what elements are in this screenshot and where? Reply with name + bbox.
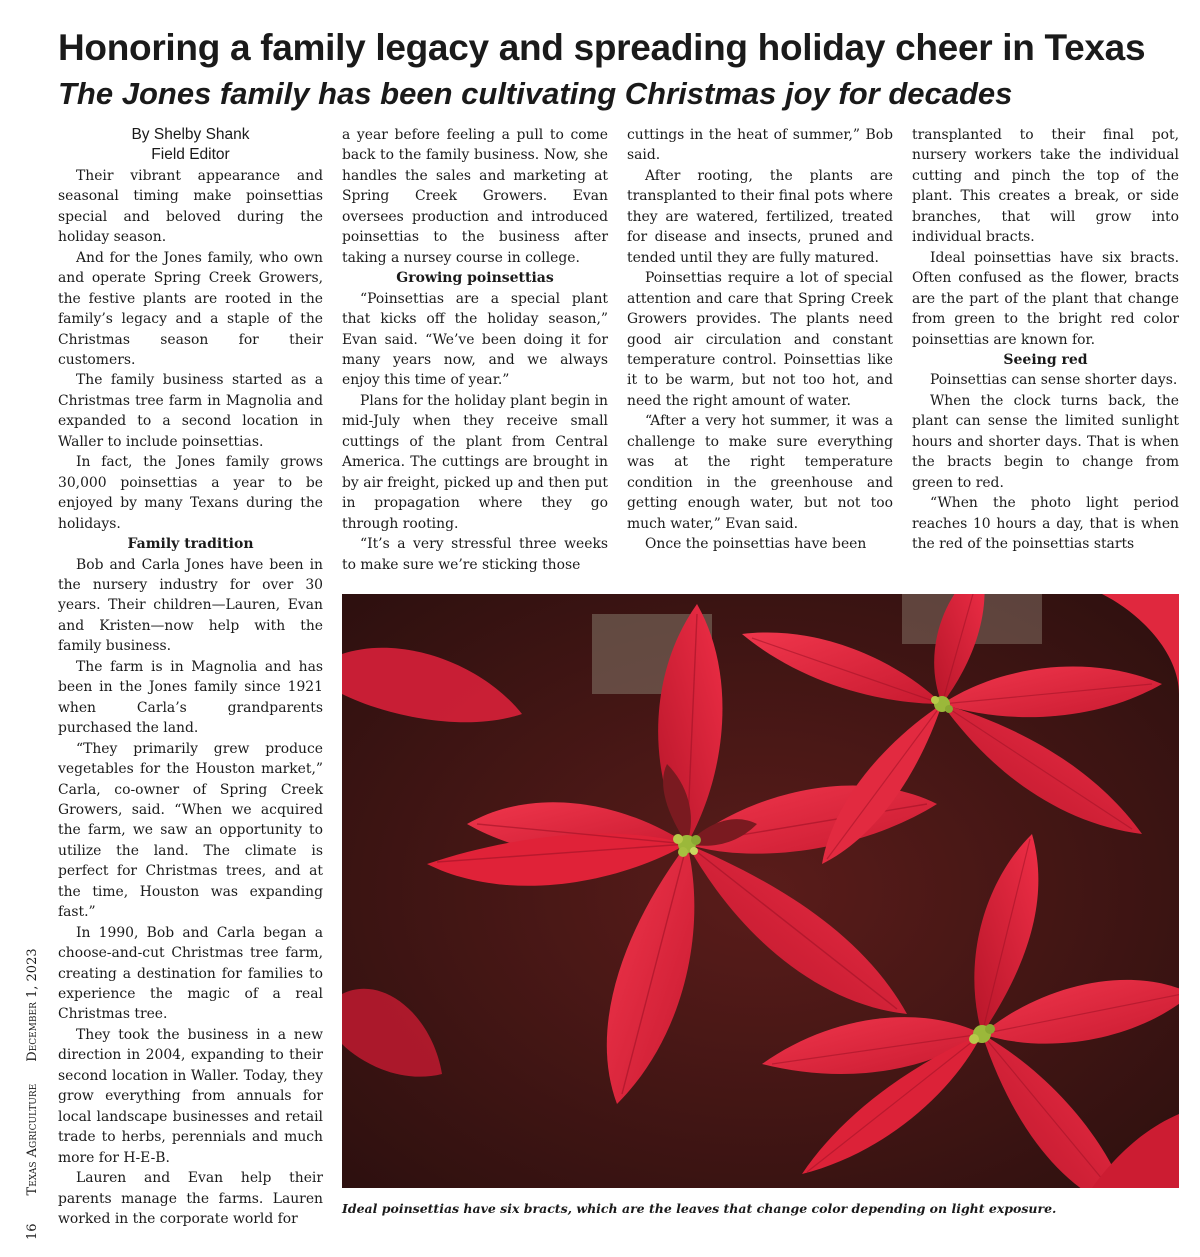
article-paragraph: Plans for the holiday plant begin in mid-July when they receive small cuttings of the plant from Central America. The cuttings are brought in by air freight, picked up and then put in propagation where they go through rooting.	[342, 392, 608, 532]
article-paragraph: After rooting, the plants are transplanted to their final pots where they are watered, fertilized, treated for disease and insects, pruned and tended until they are fully matured.	[627, 167, 893, 266]
subheadline: The Jones family has been cultivating Christmas joy for decades	[58, 76, 1013, 111]
poinsettia-photo	[342, 594, 1179, 1188]
article-paragraph: When the clock turns back, the plant can sense the limited sunlight hours and shorter days. That is when the bracts begin to change from green to red.	[912, 392, 1179, 491]
section-heading: Growing poinsettias	[396, 270, 554, 287]
article-paragraph: a year before feeling a pull to come back to the family business. Now, she handles the sales and marketing at Spring Creek Growers. Evan oversees production and introduced poinsettias to the business after taking a nursey course in college.	[342, 127, 608, 266]
article-paragraph: Lauren and Evan help their parents manage the farms. Lauren worked in the corporate world for	[58, 1170, 323, 1228]
page-number: 16	[25, 1223, 40, 1240]
article-column-4	[912, 125, 1179, 555]
article-paragraph: They took the business in a new direction in 2004, expanding to their second location in Waller. Today, they grow everything from annuals for local landscape businesses and retail trade to herbs, perennials and much more for H-E-B.	[58, 1026, 323, 1166]
section-heading: Family tradition	[127, 536, 254, 553]
article-paragraph: “Poinsettias are a special plant that kicks off the holiday season,” Evan said. “We’ve been doing it for many years now, and we always enjoy this time of year.”	[342, 290, 608, 389]
article-paragraph: Once the poinsettias have been	[645, 536, 867, 553]
headline: Honoring a family legacy and spreading holiday cheer in Texas	[58, 27, 1146, 68]
column-1-body	[58, 166, 323, 1230]
issue-date: December 1, 2023	[25, 948, 40, 1062]
article-paragraph: In fact, the Jones family grows 30,000 poinsettias a year to be enjoyed by many Texans during the holidays.	[58, 454, 323, 532]
article-paragraph: transplanted to their final pot, nursery workers take the individual cutting and pinch the top of the plant. This creates a break, or side branches, that will grow into individual bracts.	[912, 127, 1179, 246]
article-paragraph: “When the photo light period reaches 10 hours a day, that is when the red of the poinsettias starts	[912, 495, 1179, 553]
article-paragraph: cuttings in the heat of summer,” Bob said.	[627, 127, 893, 164]
section-heading: Seeing red	[1003, 351, 1088, 368]
page-footer-sidebar	[26, 948, 40, 1240]
article-paragraph: “They primarily grew produce vegetables for the Houston market,” Carla, co-owner of Spring Creek Growers, said. “When we acquired the farm, we saw an opportunity to utilize the land. The climate is perfect for Christmas trees, and at the time, Houston was expanding fast.”	[58, 740, 323, 921]
article-paragraph: Their vibrant appearance and seasonal timing make poinsettias special and beloved during the holiday season.	[58, 167, 323, 246]
article-paragraph: And for the Jones family, who own and operate Spring Creek Growers, the festive plants are rooted in the family’s legacy and a staple of the Christmas season for their customers.	[58, 249, 323, 368]
article-paragraph: Bob and Carla Jones have been in the nursery industry for over 30 years. Their children—Lauren, Evan and Kristen—now help with the family business.	[58, 556, 323, 655]
publication-name: Texas Agriculture	[25, 1083, 40, 1196]
byline-author: By Shelby Shank	[131, 126, 250, 143]
article-paragraph: Poinsettias can sense shorter days.	[930, 372, 1178, 389]
article-paragraph: Poinsettias require a lot of special attention and care that Spring Creek Growers provides. The plants need good air circulation and constant temperature control. Poinsettias like it to be warm, but not too hot, and need the right amount of water.	[627, 270, 893, 409]
article-column-2	[342, 125, 608, 575]
photo-caption: Ideal poinsettias have six bracts, which are the leaves that change color depending on light exposure.	[342, 1201, 1057, 1216]
article-column-3	[627, 125, 893, 555]
article-paragraph: “After a very hot summer, it was a challenge to make sure everything was at the right temperature condition in the greenhouse and getting enough water, but not too much water,” Evan said.	[627, 413, 893, 532]
article-paragraph: The family business started as a Christmas tree farm in Magnolia and expanded to a second location in Waller to include poinsettias.	[58, 372, 323, 450]
article-column-1	[58, 125, 323, 1229]
article-paragraph: Ideal poinsettias have six bracts. Often confused as the flower, bracts are the part of the plant that change from green to the bright red color poinsettias are known for.	[912, 249, 1179, 348]
byline-role: Field Editor	[151, 146, 230, 164]
article-paragraph: “It’s a very stressful three weeks to make sure we’re sticking those	[342, 536, 608, 573]
article-paragraph: The farm is in Magnolia and has been in the Jones family since 1921 when Carla’s grandparents purchased the land.	[58, 658, 323, 737]
article-paragraph: In 1990, Bob and Carla began a choose-and-cut Christmas tree farm, creating a destination for families to experience the magic of a real Christmas tree.	[58, 924, 323, 1023]
